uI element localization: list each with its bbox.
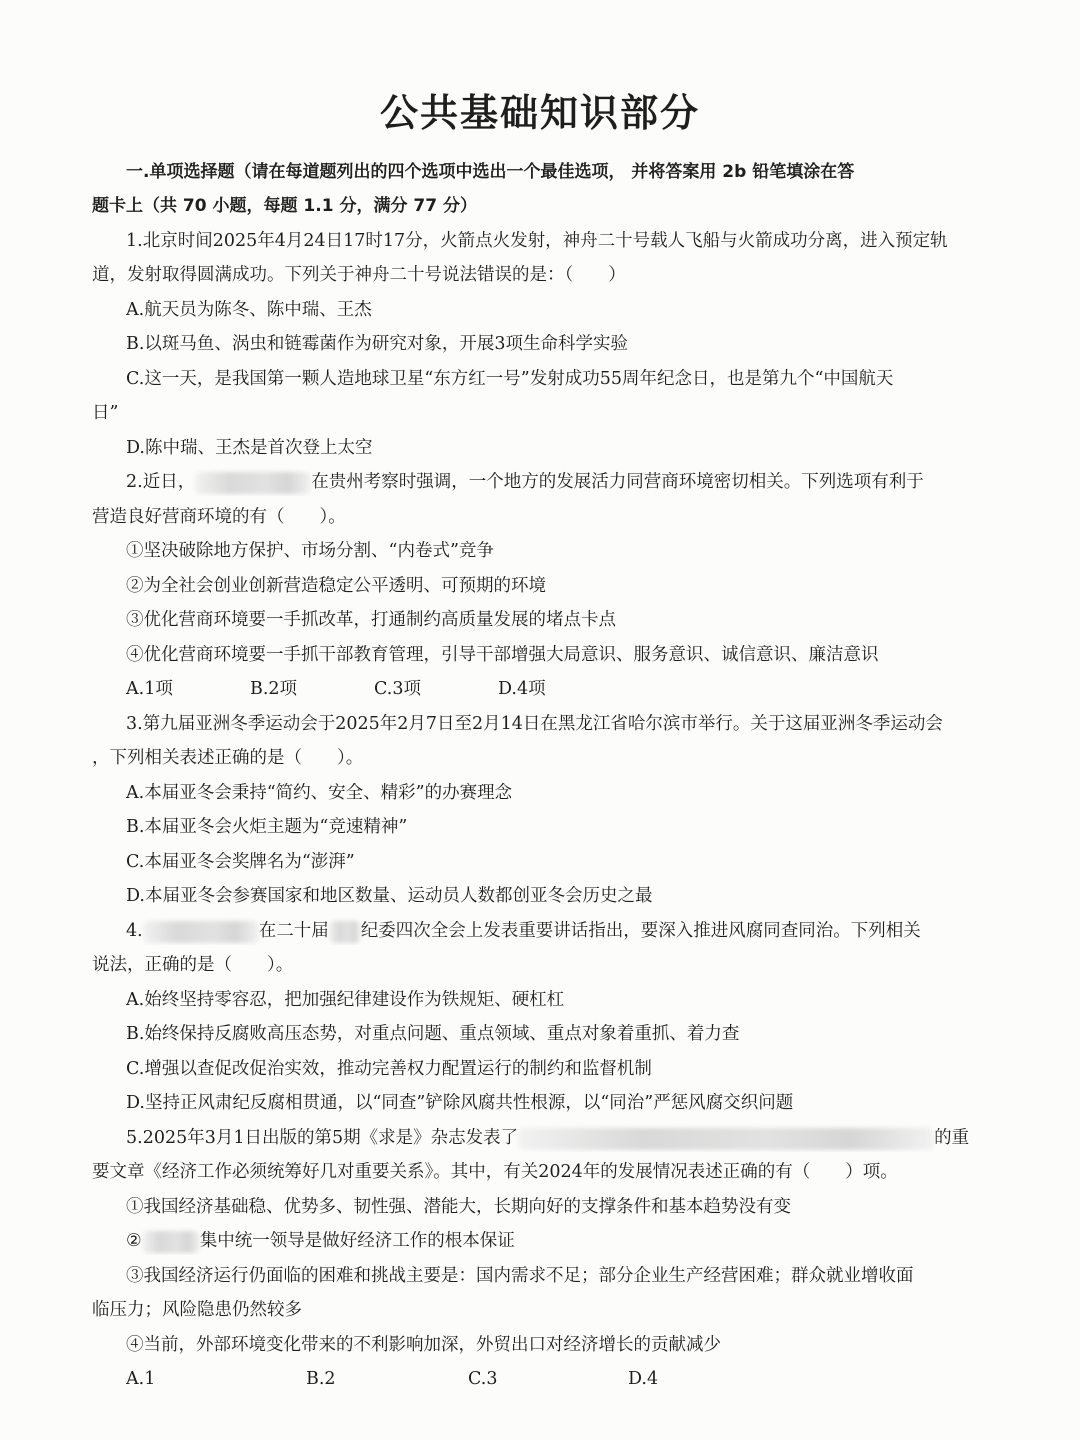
- q2-item-4: ④优化营商环境要一手抓干部教育管理，引导干部增强大局意识、服务意识、诚信意识、廉洁意识: [126, 645, 879, 665]
- q5-stem-suffix: 的重: [934, 1128, 970, 1148]
- q1-option-c-line1: C.这一天，是我国第一颗人造地球卫星“东方红一号”发射成功55周年纪念日，也是第九个“中国航天: [126, 369, 894, 389]
- redacted-name: [195, 472, 311, 494]
- q4-stem-line2: 说法，正确的是（ ）。: [92, 955, 294, 975]
- q2-item-1: ①坚决破除地方保护、市场分割、“内卷式”竞争: [126, 541, 494, 561]
- q1-stem-line1: 1.北京时间2025年4月24日17时17分，火箭点火发射，神舟二十号载人飞船与火箭成功分离，进入预定轨: [126, 231, 948, 251]
- q5-option-b: B.2: [306, 1369, 336, 1389]
- page-title: 公共基础知识部分: [379, 91, 700, 135]
- q3-option-c: C.本届亚冬会奖牌名为“澎湃”: [126, 852, 355, 872]
- q4-option-c: C.增强以查促改促治实效，推动完善权力配置运行的制约和监督机制: [126, 1059, 652, 1079]
- q3-option-b: B.本届亚冬会火炬主题为“竞速精神”: [126, 817, 408, 837]
- q5-option-d: D.4: [628, 1369, 659, 1389]
- q4-option-d: D.坚持正风肃纪反腐相贯通，以“同查”铲除风腐共性根源，以“同治”严惩风腐交织问题: [126, 1093, 794, 1113]
- q2-stem-line1: [126, 468, 992, 496]
- q2-option-d: D.4项: [498, 679, 546, 699]
- q4-option-b: B.始终保持反腐败高压态势，对重点问题、重点领域、重点对象着重抓、着力查: [126, 1024, 740, 1044]
- q5-stem-prefix: 5.2025年3月1日出版的第5期《求是》杂志发表了: [126, 1128, 519, 1148]
- q2-option-a: A.1项: [126, 679, 173, 699]
- q5-item-3-line2: 临压力；风险隐患仍然较多: [92, 1300, 302, 1320]
- redacted-name: [143, 921, 259, 943]
- q5-option-a: A.1: [126, 1369, 156, 1389]
- q4-stem-prefix: 4.: [126, 921, 143, 941]
- q2-stem-prefix: 2.近日，: [126, 472, 196, 492]
- q2-option-b: B.2项: [250, 679, 298, 699]
- q5-item-2-text: 集中统一领导是做好经济工作的根本保证: [199, 1231, 515, 1251]
- redacted-word: [329, 921, 361, 943]
- section-heading-line2: 题卡上（共 70 小题，每题 1.1 分，满分 77 分）: [92, 196, 477, 216]
- q2-stem-line2: 营造良好营商环境的有（ ）。: [92, 507, 346, 527]
- q5-option-c: C.3: [468, 1369, 498, 1389]
- q3-option-a: A.本届亚冬会秉持“简约、安全、精彩”的办赛理念: [126, 783, 513, 803]
- q5-stem-line2: 要文章《经济工作必须统筹好几对重要关系》。其中，有关2024年的发展情况表述正确的有（ ）项。: [92, 1162, 898, 1182]
- q1-stem-line2: 道，发射取得圆满成功。下列关于神舟二十号说法错误的是：（ ）: [92, 265, 626, 285]
- q5-item-4: ④当前，外部环境变化带来的不利影响加深，外贸出口对经济增长的贡献减少: [126, 1335, 721, 1355]
- q1-option-d: D.陈中瑞、王杰是首次登上太空: [126, 438, 373, 458]
- redacted-text: [518, 1128, 934, 1150]
- q1-option-b: B.以斑马鱼、涡虫和链霉菌作为研究对象，开展3项生命科学实验: [126, 334, 629, 354]
- q2-stem-suffix: 在贵州考察时强调，一个地方的发展活力同营商环境密切相关。下列选项有利于: [311, 472, 924, 492]
- q5-stem-line1: [126, 1124, 992, 1152]
- q3-stem-line1: 3.第九届亚洲冬季运动会于2025年2月7日至2月14日在黑龙江省哈尔滨市举行。关于这届亚洲冬季运动会: [126, 714, 943, 734]
- q1-option-a: A.航天员为陈冬、陈中瑞、王杰: [126, 300, 372, 320]
- q5-item-3-line1: ③我国经济运行仍面临的困难和挑战主要是：国内需求不足；部分企业生产经营困难；群众就业增收面: [126, 1266, 914, 1286]
- q5-item-2-prefix: ②: [126, 1231, 142, 1251]
- redacted-word: [142, 1231, 200, 1253]
- q4-stem-mid: 在二十届: [258, 921, 329, 941]
- q3-option-d: D.本届亚冬会参赛国家和地区数量、运动员人数都创亚冬会历史之最: [126, 886, 653, 906]
- q4-stem-suffix: 纪委四次全会上发表重要讲话指出，要深入推进风腐同查同治。下列相关: [360, 921, 921, 941]
- q1-option-c-line2: 日”: [92, 403, 119, 423]
- section-heading-line1: 一.单项选择题（请在每道题列出的四个选项中选出一个最佳选项， 并将答案用 2b 铅笔填涂在答: [126, 162, 855, 182]
- q2-option-c: C.3项: [374, 679, 421, 699]
- q2-item-3: ③优化营商环境要一手抓改革，打通制约高质量发展的堵点卡点: [126, 610, 616, 630]
- q3-stem-line2: ，下列相关表述正确的是（ ）。: [92, 748, 364, 768]
- q5-item-1: ①我国经济基础稳、优势多、韧性强、潜能大，长期向好的支撑条件和基本趋势没有变: [126, 1197, 791, 1217]
- q4-option-a: A.始终坚持零容忍，把加强纪律建设作为铁规矩、硬杠杠: [126, 990, 565, 1010]
- q2-options: [126, 675, 992, 703]
- q2-item-2: ②为全社会创业创新营造稳定公平透明、可预期的环境: [126, 576, 546, 596]
- q5-options: [126, 1365, 992, 1393]
- q4-stem-line1: [126, 917, 992, 945]
- q5-item-2: [126, 1227, 992, 1255]
